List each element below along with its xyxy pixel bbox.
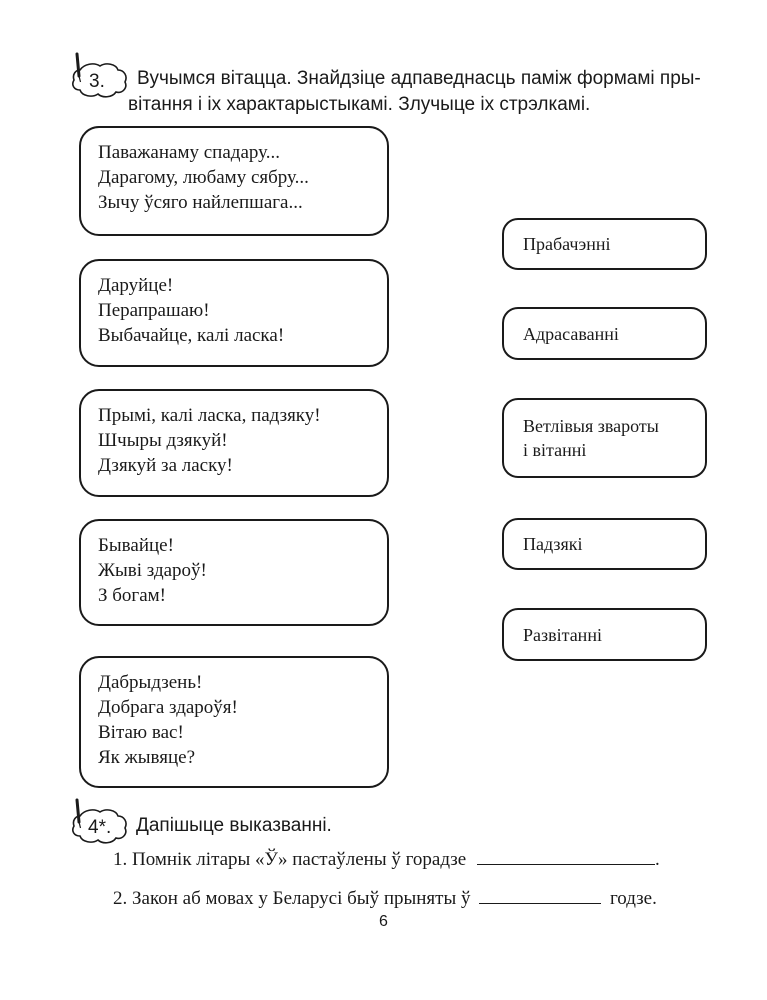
greeting-form-box-3[interactable] bbox=[79, 389, 389, 497]
characteristic-box-5[interactable] bbox=[502, 608, 707, 661]
task-3-instruction-line-2: вітання і іх характарыстыкамі. Злучыце іх стрэлкамі. bbox=[128, 94, 591, 115]
characteristic-box-3[interactable] bbox=[502, 398, 707, 478]
sentence-1-end: . bbox=[654, 849, 660, 870]
sentence-1-blank-input[interactable] bbox=[477, 846, 655, 865]
greeting-form-line: Як жывяце? bbox=[98, 747, 196, 768]
sentence-2 bbox=[113, 885, 657, 910]
task-4-instruction: Дапішыце выказванні. bbox=[136, 815, 332, 836]
characteristic-label: і вітанні bbox=[523, 440, 587, 460]
characteristic-label: Адрасаванні bbox=[523, 323, 619, 344]
greeting-form-line: Шчыры дзякуй! bbox=[98, 430, 228, 451]
task-4-badge-icon bbox=[68, 796, 130, 848]
greeting-form-line: Жыві здароў! bbox=[98, 560, 207, 581]
characteristic-label: Ветлівыя звароты bbox=[523, 416, 659, 436]
task-4-number: 4*. bbox=[88, 817, 112, 838]
task-3-number: 3. bbox=[89, 71, 105, 92]
greeting-form-box-5[interactable] bbox=[79, 656, 389, 788]
greeting-form-box-1[interactable] bbox=[79, 126, 389, 236]
greeting-form-box-2[interactable] bbox=[79, 259, 389, 367]
greeting-form-line: Прымі, калі ласка, падзяку! bbox=[98, 405, 321, 426]
characteristic-label: Развітанні bbox=[523, 624, 602, 645]
greeting-form-line: З богам! bbox=[98, 585, 167, 606]
greeting-form-line: Дарагому, любаму сябру... bbox=[98, 167, 309, 188]
task-3-badge-icon bbox=[68, 50, 130, 102]
greeting-form-box-4[interactable] bbox=[79, 519, 389, 626]
greeting-form-line: Дзякуй за ласку! bbox=[98, 455, 233, 476]
greeting-form-line: Даруйце! bbox=[98, 275, 174, 296]
sentence-1-text: 1. Помнік літары «Ў» пастаўлены ў горадзе bbox=[113, 849, 467, 870]
greeting-form-line: Дабрыдзень! bbox=[98, 672, 203, 693]
characteristic-box-4[interactable] bbox=[502, 518, 707, 570]
greeting-form-line: Перапрашаю! bbox=[98, 300, 210, 321]
greeting-form-line: Паважанаму спадару... bbox=[98, 142, 280, 163]
task-3-instruction-line-1: Вучымся вітацца. Знайдзіце адпаведнасць паміж формамі пры- bbox=[137, 68, 701, 89]
greeting-form-line: Выбачайце, калі ласка! bbox=[98, 325, 285, 346]
characteristic-label: Падзякі bbox=[523, 534, 583, 554]
task-3-instruction bbox=[128, 66, 737, 118]
page-number: 6 bbox=[379, 913, 388, 930]
characteristic-box-2[interactable] bbox=[502, 307, 707, 360]
greeting-form-line: Зычу ўсяго найлепшага... bbox=[98, 192, 303, 213]
characteristic-label: Прабачэнні bbox=[523, 234, 611, 254]
sentence-1 bbox=[113, 846, 660, 871]
greeting-form-line: Вітаю вас! bbox=[98, 722, 184, 743]
sentence-2-text: 2. Закон аб мовах у Беларусі быў прыняты ў bbox=[113, 888, 471, 909]
sentence-2-blank-input[interactable] bbox=[479, 885, 601, 904]
sentence-2-end: годзе. bbox=[609, 888, 657, 909]
greeting-form-line: Бывайце! bbox=[98, 535, 174, 556]
greeting-form-line: Добрага здароўя! bbox=[98, 697, 238, 718]
characteristic-box-1[interactable] bbox=[502, 218, 707, 270]
